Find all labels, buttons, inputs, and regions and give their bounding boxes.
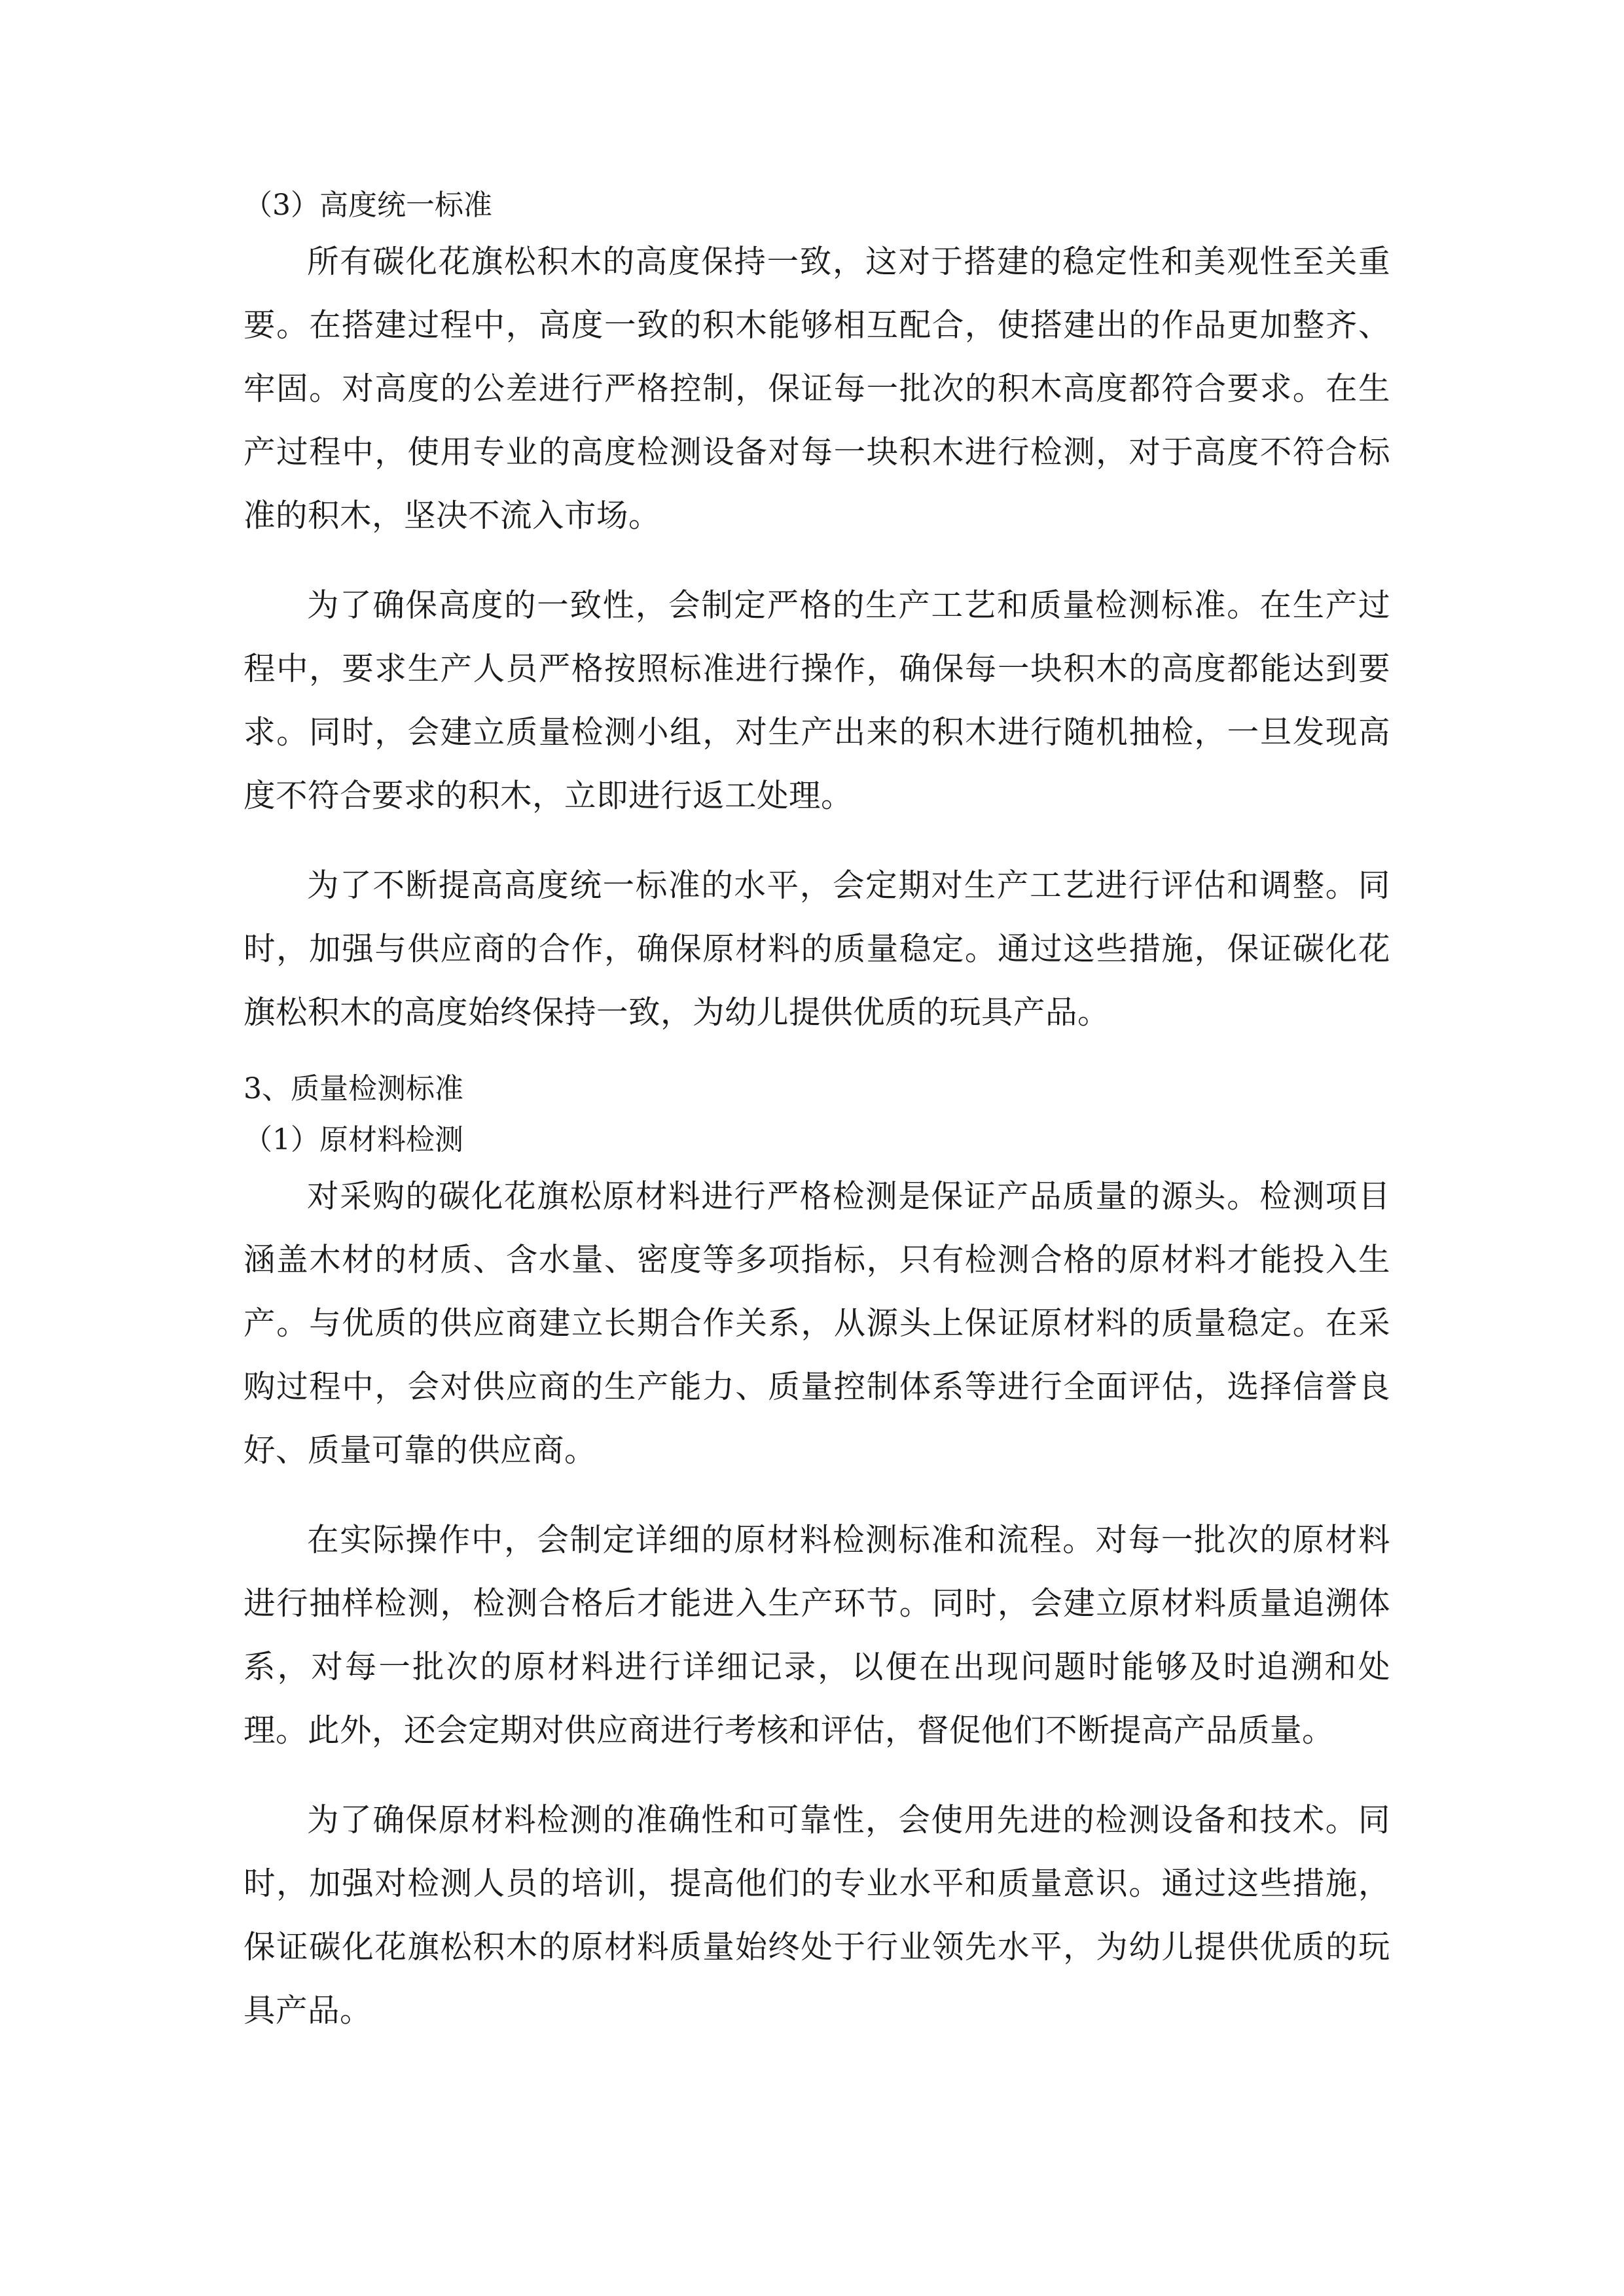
paragraph: 在实际操作中，会制定详细的原材料检测标准和流程。对每一批次的原材料进行抽样检测，检测合格后才能进入生产环节。同时，会建立原材料质量追溯体系，对每一批次的原材料进行详细记录，以便在出现问题时能够及时追溯和处理。此外，还会定期对供应商进行考核和评估，督促他们不断提高产品质量。 [244, 1522, 1390, 1749]
section-heading-quality-standard: 3、质量检测标准 [244, 1072, 463, 1105]
paragraph: 为了确保高度的一致性，会制定严格的生产工艺和质量检测标准。在生产过程中，要求生产人员严格按照标准进行操作，确保每一块积木的高度都能达到要求。同时，会建立质量检测小组，对生产出来的积木进行随机抽检，一旦发现高度不符合要求的积木，立即进行返工处理。 [244, 587, 1390, 814]
subsection-heading-raw-material: （1）原材料检测 [244, 1123, 463, 1157]
paragraph: 对采购的碳化花旗松原材料进行严格检测是保证产品质量的源头。检测项目涵盖木材的材质、含水量、密度等多项指标，只有检测合格的原材料才能投入生产。与优质的供应商建立长期合作关系，从源头上保证原材料的质量稳定。在采购过程中，会对供应商的生产能力、质量控制体系等进行全面评估，选择信誉良好、质量可靠的供应商。 [244, 1178, 1390, 1469]
section-heading-height-standard: （3）高度统一标准 [244, 188, 492, 222]
paragraph: 为了不断提高高度统一标准的水平，会定期对生产工艺进行评估和调整。同时，加强与供应商的合作，确保原材料的质量稳定。通过这些措施，保证碳化花旗松积木的高度始终保持一致，为幼儿提供优质的玩具产品。 [244, 867, 1390, 1031]
document-body [244, 185, 1390, 2043]
paragraph: 所有碳化花旗松积木的高度保持一致，这对于搭建的稳定性和美观性至关重要。在搭建过程中，高度一致的积木能够相互配合，使搭建出的作品更加整齐、牢固。对高度的公差进行严格控制，保证每一批次的积木高度都符合要求。在生产过程中，使用专业的高度检测设备对每一块积木进行检测，对于高度不符合标准的积木，坚决不流入市场。 [244, 243, 1390, 534]
paragraph: 为了确保原材料检测的准确性和可靠性，会使用先进的检测设备和技术。同时，加强对检测人员的培训，提高他们的专业水平和质量意识。通过这些措施，保证碳化花旗松积木的原材料质量始终处于行业领先水平，为幼儿提供优质的玩具产品。 [244, 1802, 1390, 2029]
